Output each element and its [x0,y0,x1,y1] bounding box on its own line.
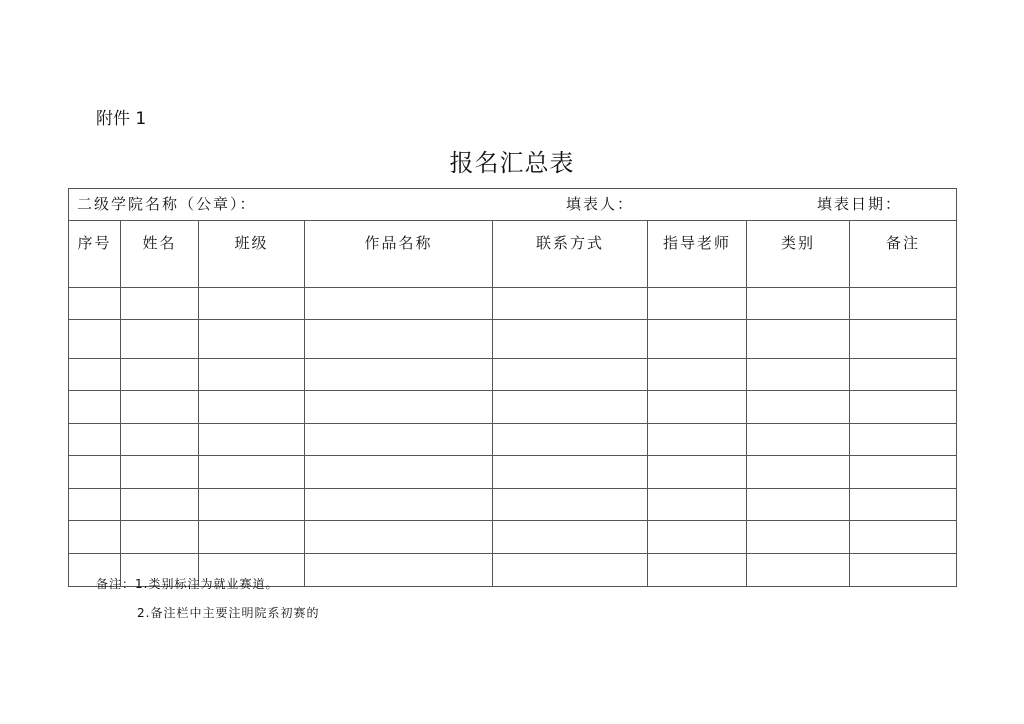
table-cell [648,359,747,391]
table-cell [199,456,305,489]
table-cell [199,320,305,359]
table-cell [69,288,121,320]
table-cell [648,521,747,554]
table-cell [648,489,747,521]
table-row [69,391,957,424]
column-header: 指导老师 [648,221,747,288]
table-cell [199,489,305,521]
table-row [69,521,957,554]
form-info-row [69,189,957,221]
table-row [69,359,957,391]
table-cell [648,554,747,587]
table-cell [850,288,957,320]
page-title: 报名汇总表 [449,149,575,177]
table-cell [850,320,957,359]
table-cell [69,489,121,521]
table-cell [121,288,199,320]
table-cell [850,554,957,587]
table-cell [69,320,121,359]
table-cell [121,320,199,359]
table-cell [747,554,850,587]
table-row [69,424,957,456]
table-cell [648,456,747,489]
table-cell [648,320,747,359]
table-cell [747,521,850,554]
table-cell [199,288,305,320]
column-header: 作品名称 [305,221,493,288]
table-cell [850,456,957,489]
table-header-row [69,221,957,288]
note-line-1: 备注：1.类别标注为就业赛道。 [96,577,279,591]
table-cell [305,288,493,320]
column-header: 类别 [747,221,850,288]
table-row [69,489,957,521]
table-cell [305,359,493,391]
table-cell [305,456,493,489]
table-cell [199,424,305,456]
table-cell [747,288,850,320]
table-cell [850,521,957,554]
table-cell [121,359,199,391]
column-header: 姓名 [121,221,199,288]
table-cell [850,424,957,456]
table-cell [199,359,305,391]
table-cell [747,391,850,424]
column-header: 班级 [199,221,305,288]
table-cell [648,391,747,424]
table-cell [747,320,850,359]
table-cell [493,288,648,320]
filler-label: 填表人： [566,195,635,213]
note-line-2: 2.备注栏中主要注明院系初赛的 [137,606,320,620]
table-cell [493,456,648,489]
table-cell [493,391,648,424]
table-cell [850,359,957,391]
table-cell [493,359,648,391]
table-cell [305,489,493,521]
table-cell [121,521,199,554]
table-cell [305,424,493,456]
table-cell [69,391,121,424]
form-info-cell [69,189,957,221]
table-cell [121,456,199,489]
table-cell [493,489,648,521]
table-cell [69,424,121,456]
table-row [69,288,957,320]
table-cell [121,391,199,424]
table-cell [648,424,747,456]
table-cell [747,424,850,456]
table-body [69,288,957,587]
column-header: 序号 [69,221,121,288]
table-row [69,456,957,489]
table-cell [648,288,747,320]
table-row [69,320,957,359]
table-cell [69,521,121,554]
registration-summary-table [68,188,957,587]
table-cell [69,359,121,391]
table-cell [69,456,121,489]
table-cell [493,320,648,359]
table-cell [850,391,957,424]
table-cell [493,521,648,554]
column-header: 联系方式 [493,221,648,288]
table-cell [850,489,957,521]
table-cell [493,554,648,587]
table-cell [747,456,850,489]
table-cell [305,320,493,359]
table-cell [747,359,850,391]
table-cell [305,554,493,587]
attachment-label: 附件 1 [96,109,147,129]
table-cell [493,424,648,456]
table-cell [305,391,493,424]
table-cell [199,391,305,424]
table-cell [121,489,199,521]
college-name-label: 二级学院名称（公章）： [77,195,257,213]
column-header: 备注 [850,221,957,288]
fill-date-label: 填表日期： [817,195,903,213]
table-cell [121,424,199,456]
table-cell [305,521,493,554]
table-cell [199,521,305,554]
table-cell [747,489,850,521]
